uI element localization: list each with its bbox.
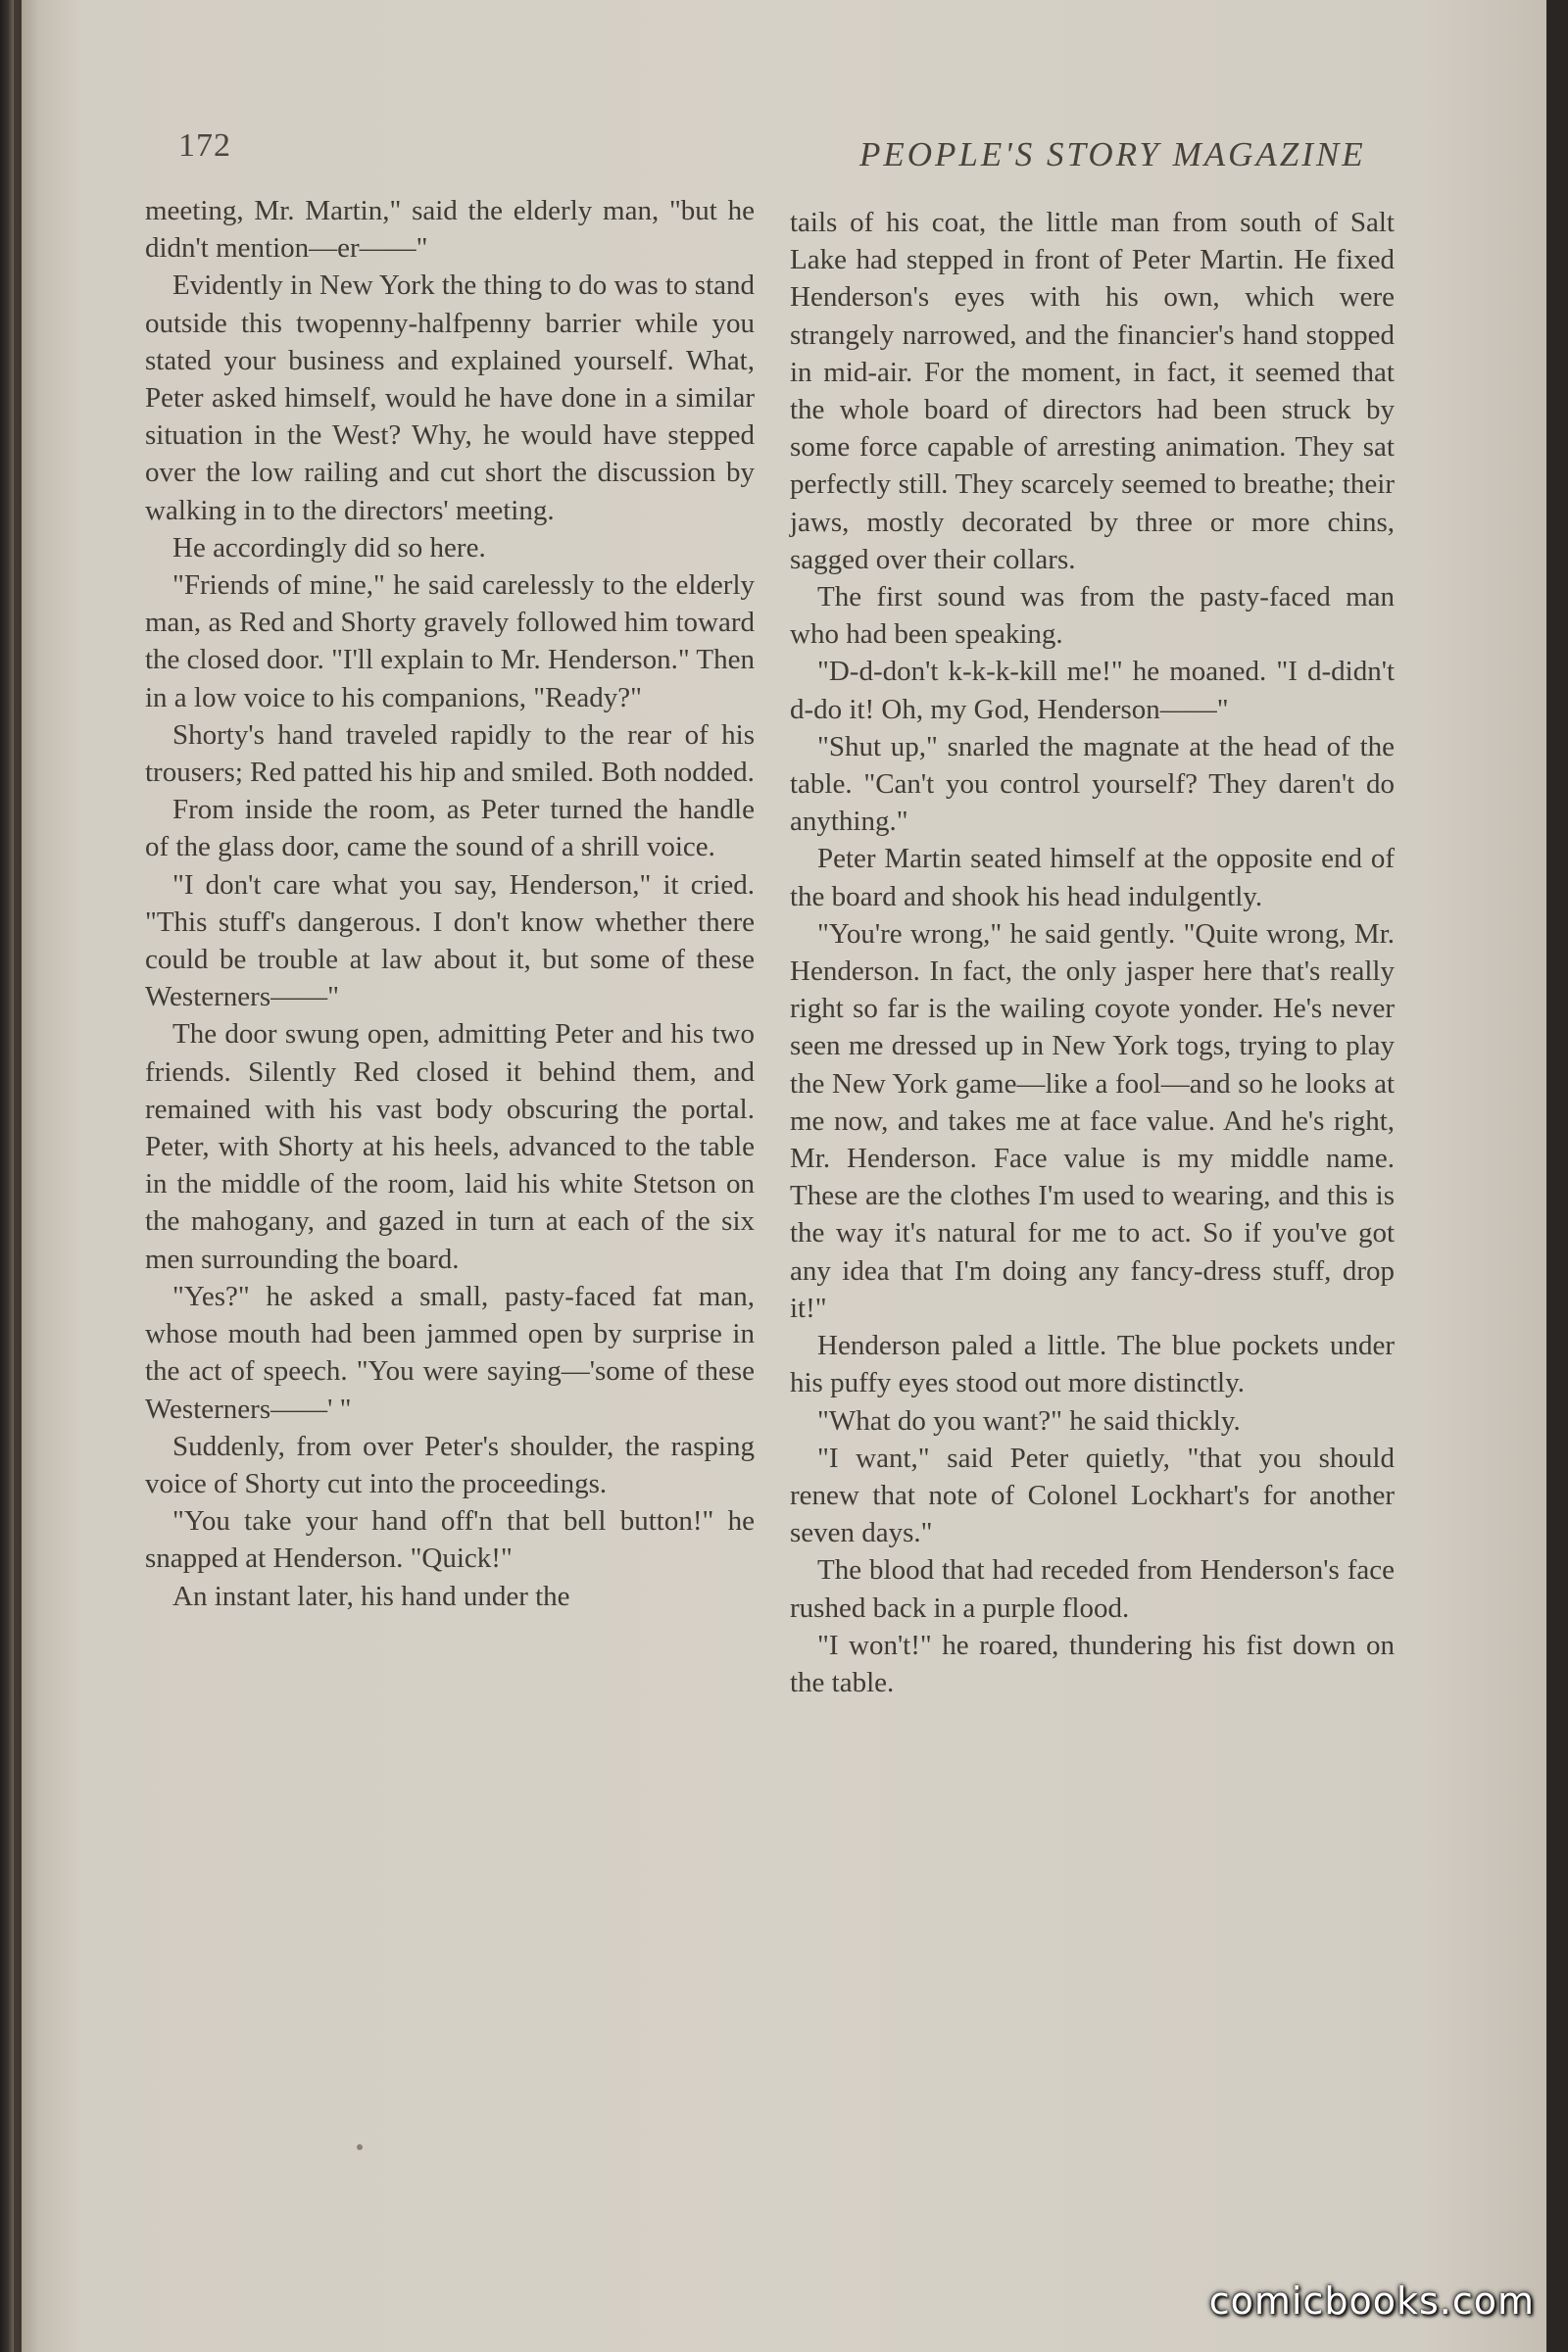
paragraph: "I want," said Peter quietly, "that you should renew that note of Colonel Lockhart's for another seven days." [790, 1442, 1395, 1549]
paragraph: meeting, Mr. Martin," said the elderly man, "but he didn't mention—er——" [145, 195, 755, 265]
paragraph: Peter Martin seated himself at the opposite end of the board and shook his head indulgently. [790, 843, 1395, 912]
paragraph: He accordingly did so here. [172, 531, 486, 564]
running-head: PEOPLE'S STORY MAGAZINE [859, 135, 1366, 173]
paragraph: An instant later, his hand under the [172, 1580, 570, 1612]
paragraph: "Shut up," snarled the magnate at the head of the table. "Can't you control yourself? They daren't do anything." [790, 730, 1395, 838]
paragraph: "Yes?" he asked a small, pasty-faced fat man, whose mouth had been jammed open by surprise in the act of speech. "You were saying—'some of these Westerners——' " [145, 1280, 755, 1425]
page-header [22, 120, 1568, 178]
paragraph: The first sound was from the pasty-faced man who had been speaking. [790, 581, 1395, 651]
paragraph: Shorty's hand traveled rapidly to the rear of his trousers; Red patted his hip and smiled. Both nodded. [145, 718, 755, 789]
watermark: comicbooks.com [1208, 2279, 1535, 2323]
paragraph: "What do you want?" he said thickly. [817, 1404, 1241, 1437]
paragraph: Evidently in New York the thing to do was to stand outside this twopenny-halfpenny barrier while you stated your business and explained yourself. What, Peter asked himself, would he have done in a similar situation in the West? Why, he would have stepped over the low railing and cut short the discussion by walking in to the directors' meeting. [145, 270, 755, 526]
paragraph: "I won't!" he roared, thundering his fist down on the table. [790, 1629, 1395, 1698]
paragraph: "Friends of mine," he said carelessly to the elderly man, as Red and Shorty gravely followed him toward the closed door. "I'll explain to Mr. Henderson." Then in a low voice to his companions, "Ready?" [145, 569, 755, 713]
page-edge-stain [14, 0, 39, 2352]
paragraph: From inside the room, as Peter turned the handle of the glass door, came the sound of a shrill voice. [145, 794, 755, 863]
paragraph: "D-d-don't k-k-k-kill me!" he moaned. "I d-didn't d-do it! Oh, my God, Henderson——" [790, 656, 1395, 725]
left-column [145, 192, 755, 1615]
paragraph: "I don't care what you say, Henderson," it cried. "This stuff's dangerous. I don't know whether there could be trouble at law about it, but some of these Westerners——" [145, 868, 755, 1013]
book-spine [0, 0, 14, 2352]
paragraph: The door swung open, admitting Peter and his two friends. Silently Red closed it behind them, and remained with his vast body obscuring the portal. Peter, with Shorty at his heels, advanced to the table in the middle of the room, laid his white Stetson on the mahogany, and gazed in turn at each of the six men surrounding the board. [145, 1018, 755, 1275]
paragraph: The blood that had receded from Henderson's face rushed back in a purple flood. [790, 1554, 1395, 1624]
paragraph: "You take your hand off'n that bell button!" he snapped at Henderson. "Quick!" [145, 1505, 755, 1575]
right-column [790, 204, 1395, 1701]
page-number: 172 [178, 127, 231, 164]
paragraph: "You're wrong," he said gently. "Quite wrong, Mr. Henderson. In fact, the only jasper here that's really right so far is the wailing coyote yonder. He's never seen me dressed up in New York togs, trying to play the New York game—like a fool—and so he looks at me now, and takes me at face value. And he's right, Mr. Henderson. Face value is my middle name. These are the clothes I'm used to wearing, and this is the way it's natural for me to act. So if you've got any idea that I'm doing any fancy-dress stuff, drop it!" [790, 917, 1395, 1324]
ink-speck [357, 2144, 363, 2150]
paragraph: Henderson paled a little. The blue pockets under his puffy eyes stood out more distinctly. [790, 1330, 1395, 1399]
paragraph: tails of his coat, the little man from south of Salt Lake had stepped in front of Peter Martin. He fixed Henderson's eyes with his own, which were strangely narrowed, and the financier's hand stopped in mid-air. For the moment, in fact, it seemed that the whole board of directors had been struck by some force capable of arresting animation. They sat perfectly still. They scarcely seemed to breathe; their jaws, mostly decorated by three or more chins, sagged over their collars. [790, 207, 1395, 575]
paragraph: Suddenly, from over Peter's shoulder, the rasping voice of Shorty cut into the proceedings. [145, 1430, 755, 1499]
